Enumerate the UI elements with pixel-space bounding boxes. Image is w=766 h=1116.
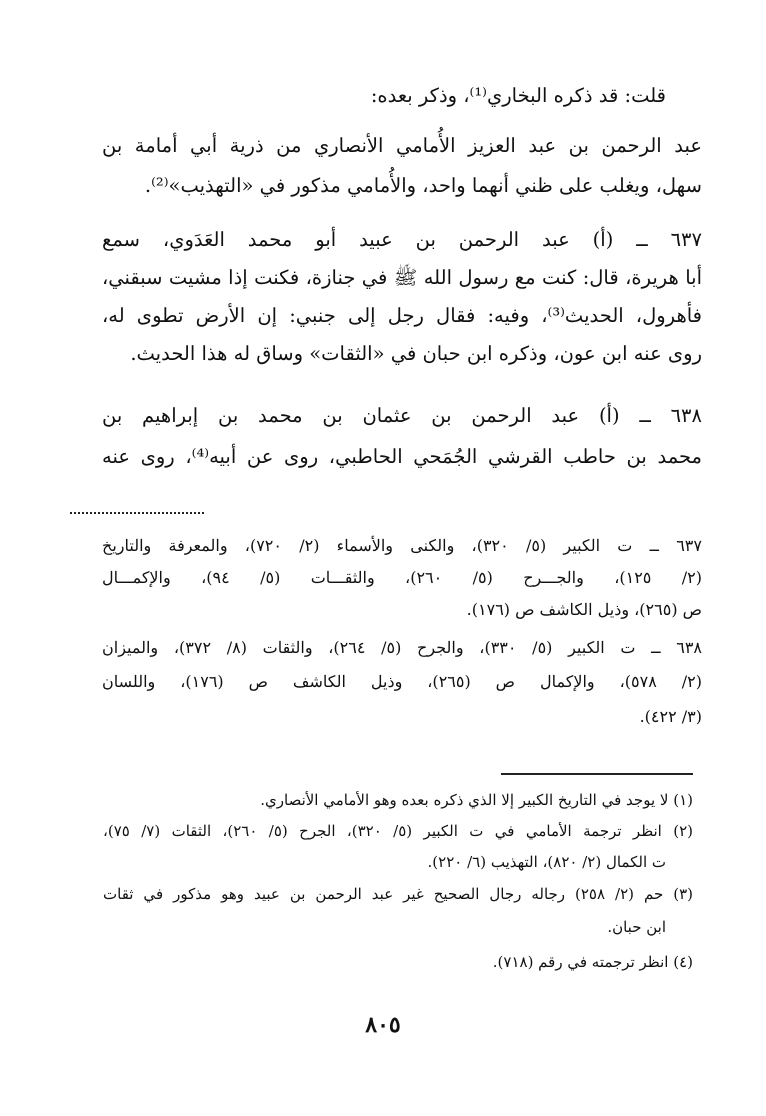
footnote-1: (١) لا يوجد في التاريخ الكبير إلا الذي ذكره بعده وهو الأمامي الأنصاري. [260, 791, 693, 809]
text-line: محمد بن حاطب القرشي الجُمَحي الحاطبي، روى عن أبيه⁽⁴⁾، روى عنه [102, 445, 702, 468]
entry-heading-637: ٦٣٧ ــ (أ) عبد الرحمن بن عبيد أبو محمد العَدَوي، سمع [102, 228, 702, 251]
text-line: فأهرول، الحديث⁽³⁾، وفيه: فقال رجل إلى جنبي: إن الأرض تطوى له، [102, 304, 702, 327]
text-line: روى عنه ابن عون، وذكره ابن حبان في «الثقات» وساق له هذا الحديث. [130, 342, 702, 365]
footnote-2-cont: ت الكمال (٢/ ٨٢٠)، التهذيب (٦/ ٢٢٠). [427, 853, 666, 871]
entry-heading-638: ٦٣٨ ــ (أ) عبد الرحمن بن عثمان بن محمد بن إبراهيم بن [102, 404, 702, 427]
text-line: سهل، ويغلب على ظني أنهما واحد، والأُمامي مذكور في «التهذيب»⁽²⁾. [144, 174, 702, 197]
page-number: ٨٠٥ [365, 1012, 401, 1038]
note-638-line: (٣/ ٤٢٢). [639, 707, 702, 726]
dotted-separator [70, 512, 204, 514]
note-638-line: ٦٣٨ ــ ت الكبير (٥/ ٣٣٠)، والجرح (٥/ ٢٦٤)، والثقات (٨/ ٣٧٢)، والميزان [102, 638, 703, 657]
note-638-line: (٢/ ٥٧٨)، والإكمال ص (٢٦٥)، وذيل الكاشف ص (١٧٦)، واللسان [102, 672, 703, 691]
footnote-3: (٣) حم (٢/ ٢٥٨) رجاله رجال الصحيح غير عبد الرحمن بن عبيد وهو مذكور في ثقات [103, 885, 694, 903]
note-637-line: (٢/ ١٢٥)، والجـــرح (٥/ ٢٦٠)، والثقـــات (٥/ ٩٤)، والإكمـــال [102, 568, 703, 587]
text-line: قلت: قد ذكره البخاري⁽¹⁾، وذكر بعده: [370, 84, 666, 107]
note-637-line: ٦٣٧ ــ ت الكبير (٥/ ٣٢٠)، والكنى والأسماء (٢/ ٧٢٠)، والمعرفة والتاريخ [102, 536, 702, 555]
text-line: عبد الرحمن بن عبد العزيز الأُمامي الأنصاري من ذرية أبي أمامة بن [102, 134, 702, 157]
footnote-rule [501, 773, 693, 775]
footnote-2: (٢) انظر ترجمة الأمامي في ت الكبير (٥/ ٣٢٠)، الجرح (٥/ ٢٦٠)، الثقات (٧/ ٧٥)، [103, 822, 694, 840]
text-line: أبا هريرة، قال: كنت مع رسول الله ﷺ في جنازة، فكنت إذا مشيت سبقني، [102, 266, 702, 289]
footnote-4: (٤) انظر ترجمته في رقم (٧١٨). [492, 953, 693, 971]
note-637-line: ص (٢٦٥)، وذيل الكاشف ص (١٧٦). [466, 600, 702, 619]
footnote-3-cont: ابن حبان. [607, 918, 666, 936]
